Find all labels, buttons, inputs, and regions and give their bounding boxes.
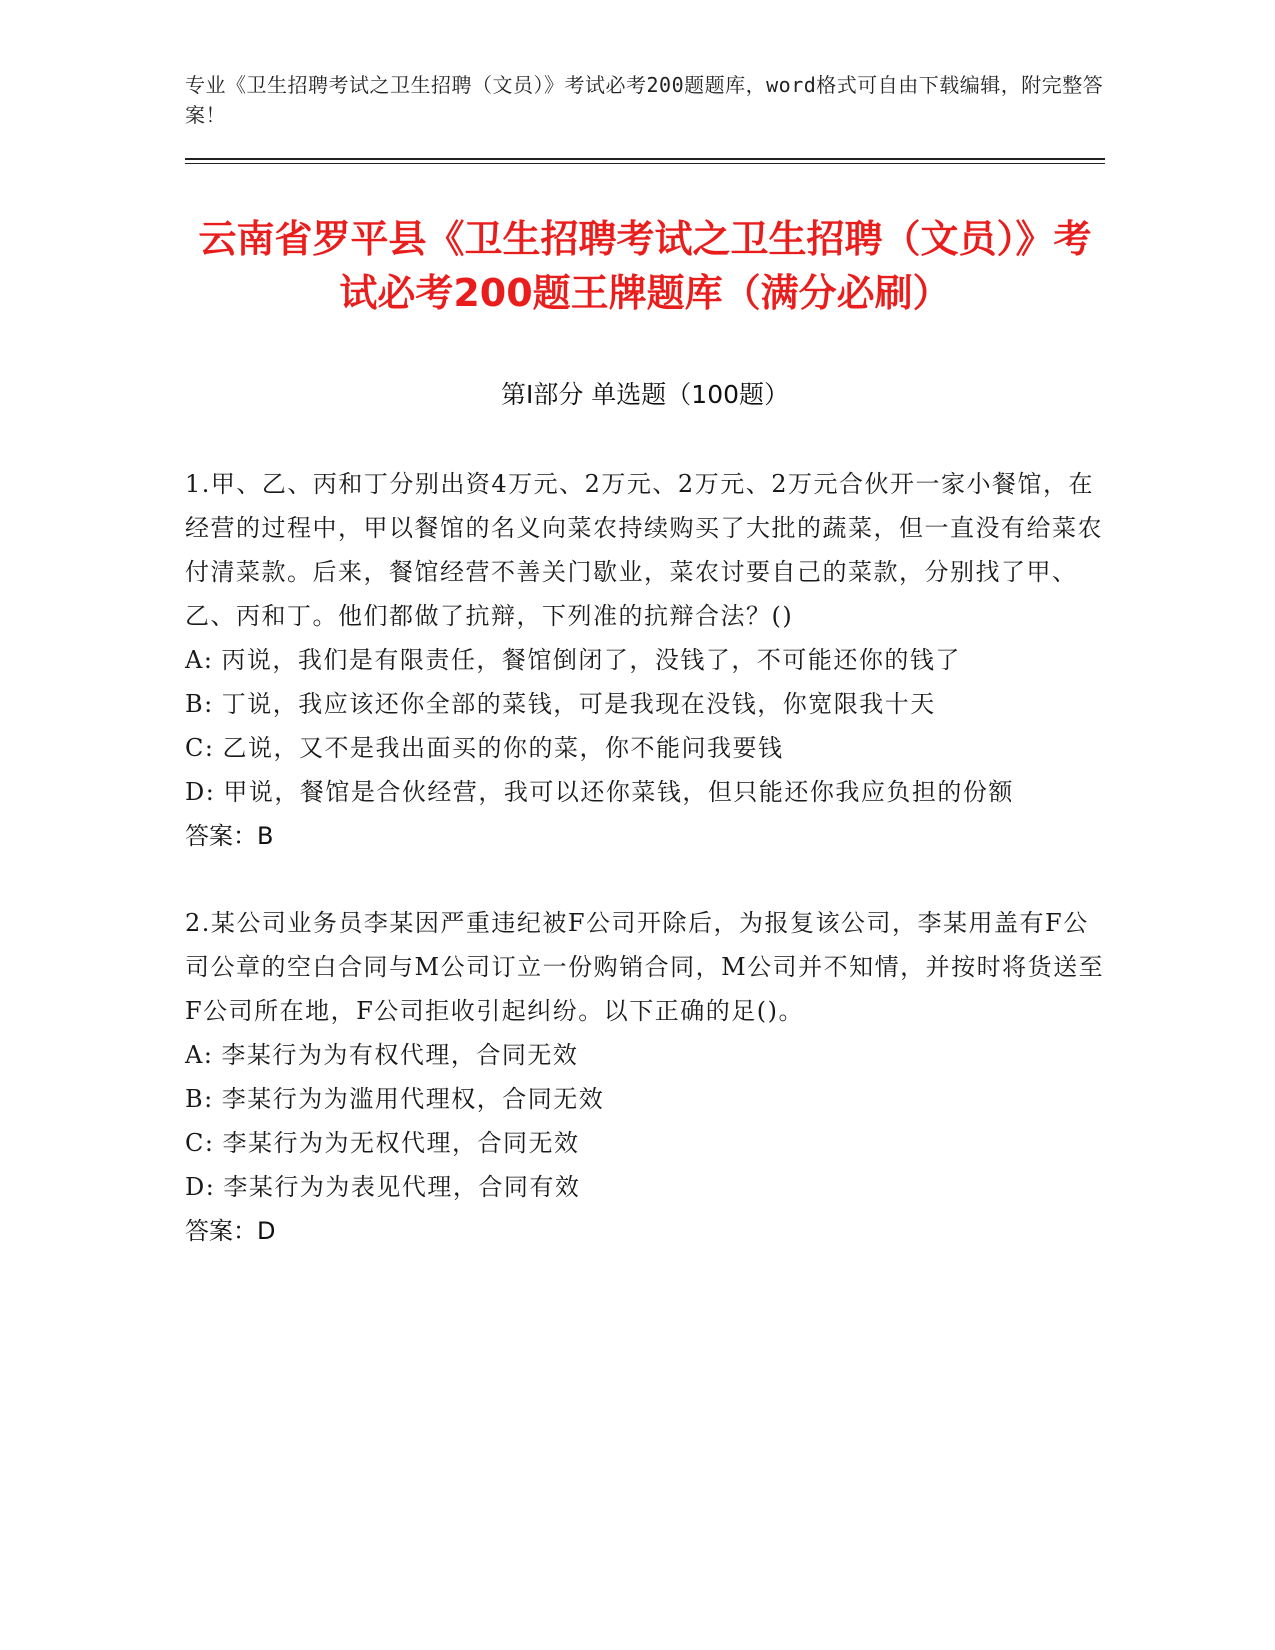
option-label: A: bbox=[185, 1041, 214, 1069]
question-text: 2.某公司业务员李某因严重违纪被F公司开除后，为报复该公司，李某用盖有F公司公章的空白合同与M公司订立一份购销合同，M公司并不知情，并按时将货送至F公司所在地，F公司拒收引起纠纷。以下正确的足()。 bbox=[185, 909, 1105, 1025]
option-label: D: bbox=[185, 778, 216, 806]
option-label: A: bbox=[185, 646, 214, 674]
option-label: C: bbox=[185, 734, 215, 762]
answer: 答案：B bbox=[185, 822, 274, 850]
option-text: 李某行为为有权代理，合同无效 bbox=[221, 1041, 579, 1069]
option-text: 李某行为为滥用代理权，合同无效 bbox=[221, 1085, 605, 1113]
option-a bbox=[185, 1033, 1105, 1077]
option-b bbox=[185, 1077, 1105, 1121]
divider-thin-line bbox=[185, 163, 1105, 164]
question-2 bbox=[185, 901, 1105, 1253]
option-c bbox=[185, 1121, 1105, 1165]
answer: 答案：D bbox=[185, 1217, 276, 1245]
document-page bbox=[185, 70, 1105, 1296]
divider-thick-line bbox=[185, 158, 1105, 160]
option-text: 丁说，我应该还你全部的菜钱，可是我现在没钱，你宽限我十天 bbox=[221, 690, 936, 718]
option-label: B: bbox=[185, 1085, 214, 1113]
option-text: 乙说，又不是我出面买的你的菜，你不能问我要钱 bbox=[222, 734, 784, 762]
option-a bbox=[185, 638, 1105, 682]
option-text: 甲说，餐馆是合伙经营，我可以还你菜钱，但只能还你我应负担的份额 bbox=[223, 778, 1014, 806]
option-c bbox=[185, 726, 1105, 770]
document-title: 云南省罗平县《卫生招聘考试之卫生招聘（文员）》考试必考200题王牌题库（满分必刷） bbox=[198, 217, 1092, 315]
option-label: C: bbox=[185, 1129, 215, 1157]
option-text: 李某行为为表见代理，合同有效 bbox=[223, 1173, 581, 1201]
option-text: 丙说，我们是有限责任，餐馆倒闭了，没钱了，不可能还你的钱了 bbox=[221, 646, 961, 674]
header-note: 专业《卫生招聘考试之卫生招聘（文员）》考试必考200题题库，word格式可自由下载编辑，附完整答案！ bbox=[185, 73, 1104, 127]
option-label: D: bbox=[185, 1173, 216, 1201]
option-label: B: bbox=[185, 690, 214, 718]
header-divider bbox=[185, 158, 1105, 164]
question-list bbox=[185, 462, 1105, 1253]
section-heading: 第I部分 单选题（100题） bbox=[500, 380, 790, 409]
question-1 bbox=[185, 462, 1105, 858]
option-text: 李某行为为无权代理，合同无效 bbox=[222, 1129, 580, 1157]
option-d bbox=[185, 1165, 1105, 1209]
question-text: 1.甲、乙、丙和丁分别出资4万元、2万元、2万元、2万元合伙开一家小餐馆，在经营的过程中，甲以餐馆的名义向菜农持续购买了大批的蔬菜，但一直没有给菜农付清菜款。后来，餐馆经营不善关门歇业，菜农讨要自己的菜款，分别找了甲、乙、丙和丁。他们都做了抗辩，下列准的抗辩合法？() bbox=[185, 470, 1103, 630]
option-b bbox=[185, 682, 1105, 726]
option-d bbox=[185, 770, 1105, 814]
